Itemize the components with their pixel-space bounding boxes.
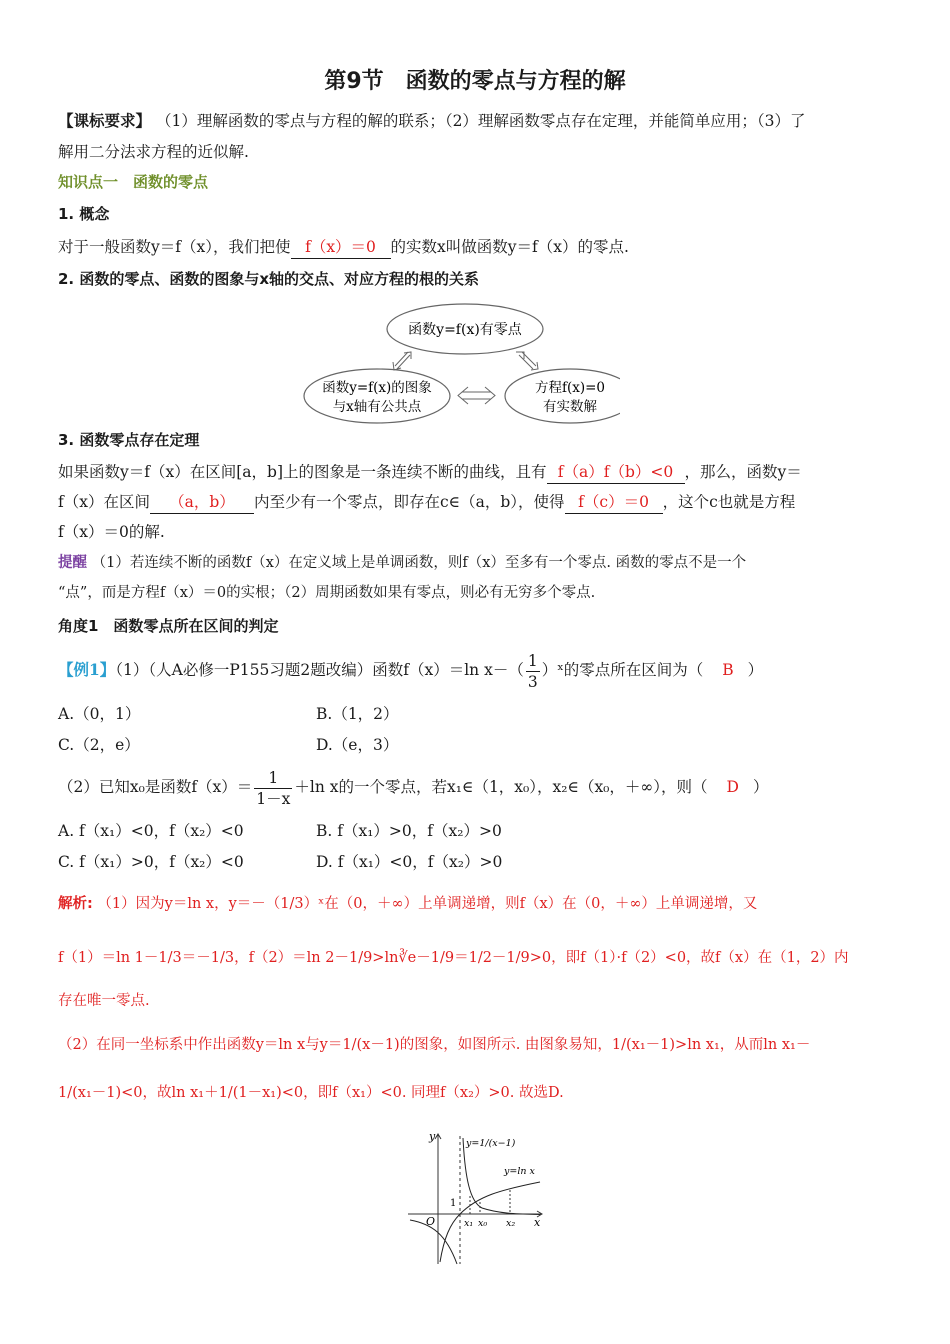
q2-fraction [254,768,292,809]
diagram-right-1: 方程f(x)=0 [534,380,606,396]
graph-y-axis: y [429,1130,436,1143]
graph-curve1-label: y=1/(x−1) [466,1138,516,1149]
function-graph [400,1128,550,1268]
reminder-label: 提醒 [58,555,87,571]
solution-line-2: f（1）＝ln 1－1/3＝－1/3，f（2）＝ln 2－1/9>ln∛e－1/9＝1/2－1/9>0，即f（1）·f（2）<0，故f（x）在（1，2）内 [58,950,849,966]
theorem-line-2 [58,491,892,514]
requirements-text-1: （1）理解函数的零点与方程的解的联系；（2）理解函数零点存在定理，并能简单应用；（3）了 [155,112,806,130]
q1-post: ）ˣ的零点所在区间为（ [541,661,704,679]
concept-blank: f（x）＝0 [291,236,391,259]
q2-answer: D [726,778,739,796]
theorem-l2-post: ，这个c也就是方程 [662,493,796,511]
requirements-label: 【课标要求】 [58,112,152,130]
angle-heading: 角度1 函数零点所在区间的判定 [58,617,279,635]
q1-option-d: D.（e，3） [316,736,399,754]
graph-curve2-label: y=ln x [504,1166,535,1177]
theorem-l2-pre: f（x）在区间 [58,493,150,511]
q1-close: ） [747,661,764,679]
graph-tick-x0: x₀ [478,1218,488,1229]
reminder-line-2: “点”，而是方程f（x）＝0的实根；（2）周期函数如果有零点，则必有无穷多个零点. [58,585,596,601]
q1-pre: （1）（人A必修一P155习题2题改编）函数f（x）＝ln x－（ [115,661,524,679]
q2-num: 1 [254,768,292,789]
graph-origin: O [426,1215,436,1228]
diagram-right-2: 有实数解 [543,399,597,415]
theorem-line-3: f（x）＝0的解. [58,523,165,541]
relation-heading: 2. 函数的零点、函数的图象与x轴的交点、对应方程的根的关系 [58,270,480,288]
section-heading: 知识点一 函数的零点 [58,173,209,191]
solution-text-1: （1）因为y＝ln x，y＝－（1/3）ˣ在（0，＋∞）上单调递增，则f（x）在（0，＋∞）上单调递增，又 [97,896,758,912]
reminder-text-1: （1）若连续不断的函数f（x）在定义域上是单调函数，则f（x）至多有一个零点. 函数的零点不是一个 [91,555,747,571]
solution-line-4: （2）在同一坐标系中作出函数y＝ln x与y＝1/(x－1)的图象，如图所示. 由图象易知，1/(x₁－1)>ln x₁，从而ln x₁－ [58,1037,811,1053]
graph-tick-x2: x₂ [506,1218,516,1229]
concept-pre: 对于一般函数y＝f（x），我们把使 [58,238,291,256]
q1-num: 1 [527,651,538,670]
concept-post: 的实数x叫做函数y＝f（x）的零点. [390,238,629,256]
diagram-left-2: 与x轴有公共点 [332,399,422,415]
q2-close: ） [752,778,769,796]
concept-heading: 1. 概念 [58,205,110,223]
theorem-l1-post: ，那么，函数y＝ [684,463,802,481]
solution-label: 解析: [58,896,93,912]
theorem-heading: 3. 函数零点存在定理 [58,431,200,449]
q1-fraction [526,651,540,692]
diagram-left-1: 函数y=f(x)的图象 [322,380,432,396]
concept-text [58,236,892,259]
q1-den: 3 [527,672,538,691]
q2-option-b: B. f（x₁）>0，f（x₂）>0 [316,822,502,840]
theorem-line-1 [58,461,892,484]
q2-option-d: D. f（x₁）<0，f（x₂）>0 [316,853,503,871]
q1-option-a: A.（0，1） [58,705,141,723]
graph-x-axis: x [534,1216,541,1229]
example-q2 [58,764,892,810]
requirements-line-1 [58,110,892,132]
q1-option-b: B.（1，2） [316,705,399,723]
example-label: 【例1】 [58,660,116,679]
page-title: 第9节 函数的零点与方程的解 [324,69,626,94]
solution-line-5: 1/(x₁－1)<0，故ln x₁＋1/(1－x₁)<0，即f（x₁）<0. 同理f（x₂）>0. 故选D. [58,1085,564,1101]
example-q1 [58,648,892,692]
graph-tick-x1: x₁ [464,1218,474,1229]
graph-one: 1 [450,1198,457,1209]
relation-diagram [300,300,620,430]
q1-answer: B [722,661,734,679]
q2-option-a: A. f（x₁）<0，f（x₂）<0 [58,822,244,840]
q2-post: ＋ln x的一个零点，若x₁∈（1，x₀），x₂∈（x₀，＋∞），则（ [294,778,708,796]
solution-line-1 [58,893,892,915]
requirements-line-2: 解用二分法求方程的近似解. [58,143,249,161]
q2-option-c: C. f（x₁）>0，f（x₂）<0 [58,853,244,871]
diagram-top: 函数y=f(x)有零点 [408,322,522,338]
theorem-blank-1: f（a）f（b）<0 [547,461,685,484]
theorem-l2-mid: 内至少有一个零点，即存在c∈（a，b），使得 [253,493,565,511]
reminder-line-1 [58,552,892,574]
q2-pre: （2）已知x₀是函数f（x）＝ [58,778,253,796]
theorem-blank-3: f（c）＝0 [565,491,663,514]
theorem-blank-2: （a，b） [150,491,254,514]
q2-den: 1－x [256,789,291,808]
q1-option-c: C.（2，e） [58,736,140,754]
theorem-l1-pre: 如果函数y＝f（x）在区间[a，b]上的图象是一条连续不断的曲线，且有 [58,463,547,481]
solution-line-3: 存在唯一零点. [58,993,150,1009]
